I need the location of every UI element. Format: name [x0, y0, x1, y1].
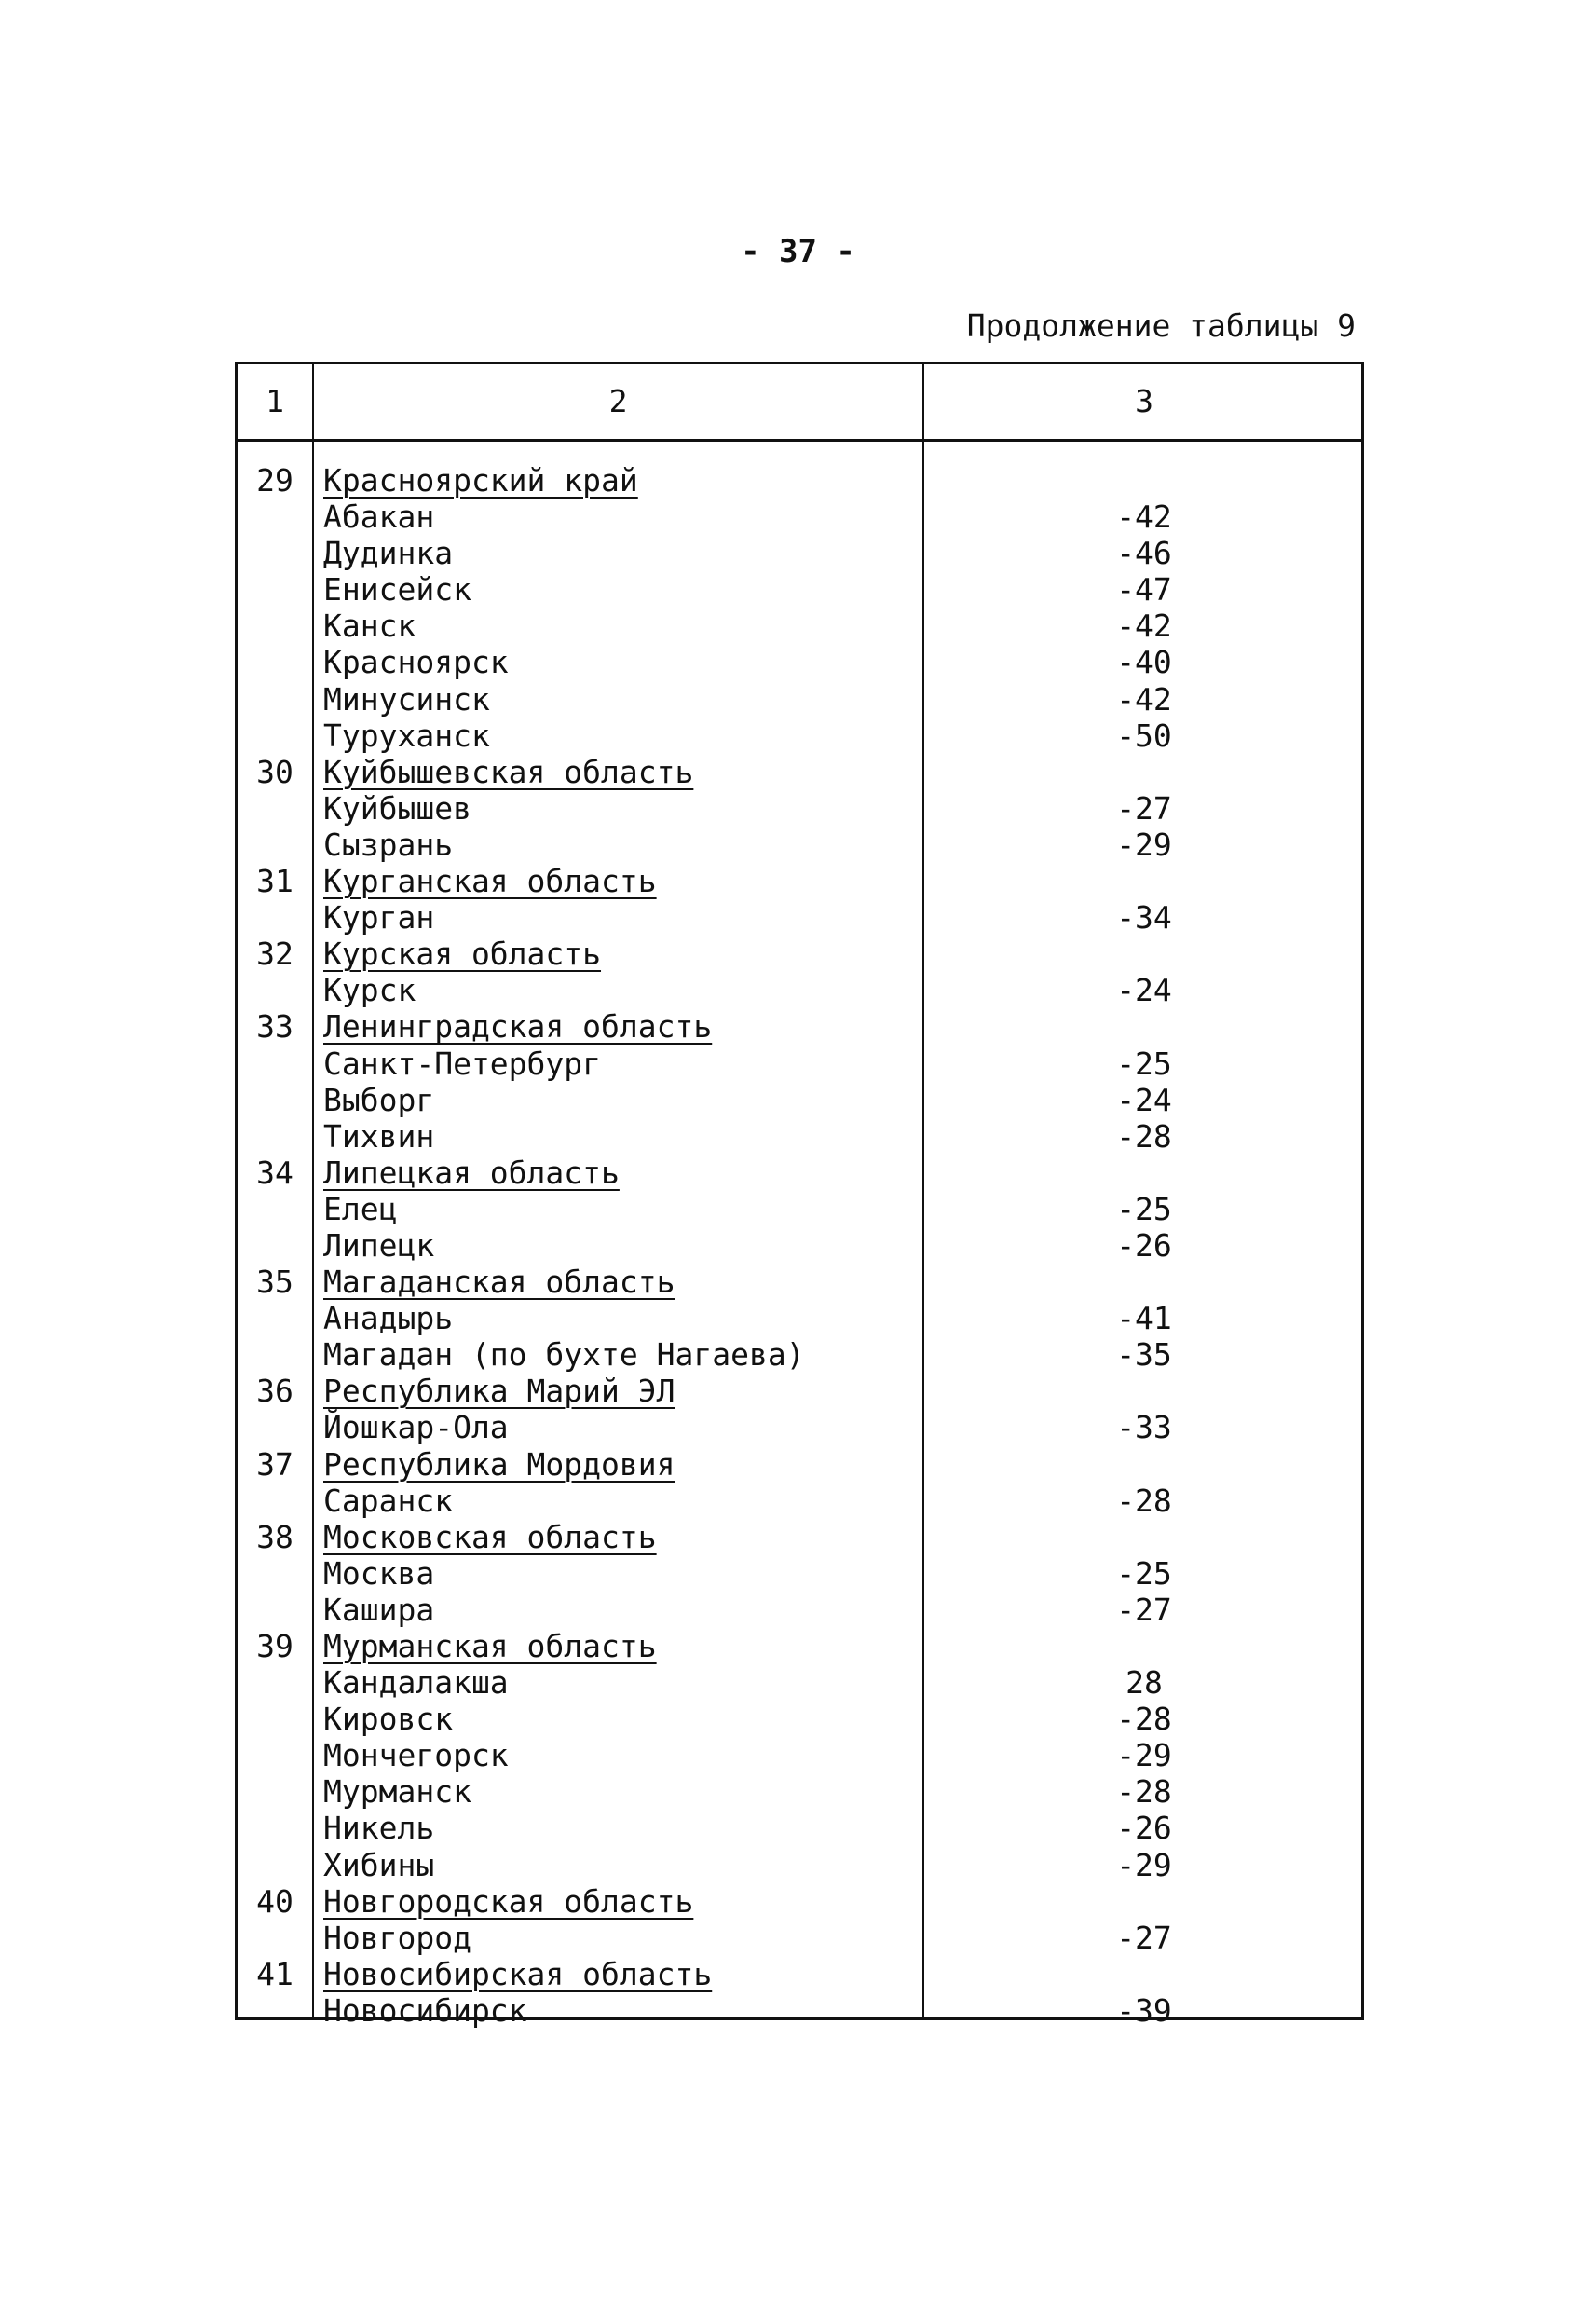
name-text: Куйбышевская область: [323, 753, 694, 790]
temperature-value: -24: [1116, 972, 1172, 1009]
temperature-value: -35: [1116, 1336, 1172, 1374]
city-name: [323, 899, 920, 936]
name-text: Липецк: [323, 1226, 435, 1264]
name-text: Куйбышев: [323, 789, 471, 827]
name-text: Курская область: [323, 936, 602, 973]
table-row: [238, 972, 1361, 1008]
temperature-value: -41: [1116, 1300, 1172, 1337]
table-row: [238, 1810, 1361, 1846]
temperature-value: -29: [1116, 1846, 1172, 1883]
temperature-value: -28: [1116, 1773, 1172, 1811]
name-text: Мурманск: [323, 1773, 471, 1811]
region-row: [238, 1008, 1361, 1045]
name-text: Сызрань: [323, 826, 454, 863]
table-row: [238, 1737, 1361, 1773]
table-row: [238, 644, 1361, 680]
city-name: [323, 1191, 920, 1227]
city-name: [323, 1810, 920, 1846]
city-name: [323, 1409, 920, 1445]
row-number: 33: [256, 1008, 293, 1046]
name-text: Санкт-Петербург: [323, 1045, 602, 1082]
temperature-value: -42: [1116, 680, 1172, 718]
table-row: [238, 1920, 1361, 1956]
name-text: Магадан (по бухте Нагаева): [323, 1336, 805, 1374]
temperature-table: [235, 362, 1364, 2029]
temperature-value: -29: [1116, 826, 1172, 863]
table-header: [238, 364, 1361, 442]
header-col-2: 2: [608, 383, 628, 419]
city-name: [323, 1664, 920, 1701]
table-row: [238, 1336, 1361, 1373]
temperature-value: -34: [1116, 899, 1172, 937]
name-text: Елец: [323, 1190, 398, 1227]
city-name: [323, 1336, 920, 1373]
region-name: [323, 936, 920, 972]
row-number: 37: [256, 1445, 293, 1483]
name-text: Кандалакша: [323, 1664, 509, 1702]
region-row: [238, 1883, 1361, 1920]
header-col-3: 3: [1135, 383, 1153, 419]
temperature-value: -27: [1116, 1919, 1172, 1956]
table-row: [238, 790, 1361, 827]
page-number: - 37 -: [741, 233, 855, 270]
table-row: [238, 681, 1361, 718]
city-name: [323, 1592, 920, 1628]
temperature-value: -27: [1116, 789, 1172, 827]
name-text: Магаданская область: [323, 1264, 675, 1301]
city-name: [323, 681, 920, 718]
region-name: [323, 1264, 920, 1300]
name-text: Туруханск: [323, 717, 490, 754]
table-row: [238, 1300, 1361, 1336]
city-name: [323, 1737, 920, 1773]
temperature-value: -42: [1116, 608, 1172, 645]
name-text: Канск: [323, 608, 416, 645]
row-number: 41: [256, 1955, 293, 1992]
temperature-value: -25: [1116, 1554, 1172, 1592]
row-number: 31: [256, 863, 293, 900]
row-number: 36: [256, 1373, 293, 1410]
name-text: Москва: [323, 1554, 435, 1592]
name-text: Саранск: [323, 1482, 454, 1519]
table-row: [238, 608, 1361, 644]
name-text: Новосибирск: [323, 1991, 527, 2029]
city-name: [323, 1118, 920, 1155]
region-name: [323, 1155, 920, 1191]
name-text: Абакан: [323, 499, 435, 536]
table-row: [238, 571, 1361, 608]
row-number: 34: [256, 1154, 293, 1191]
region-row: [238, 1264, 1361, 1300]
name-text: Мончегорск: [323, 1737, 509, 1774]
region-name: [323, 1373, 920, 1409]
region-name: [323, 754, 920, 790]
name-text: Московская область: [323, 1518, 657, 1555]
table-row: [238, 1664, 1361, 1701]
name-text: Кашира: [323, 1591, 435, 1628]
table-row: [238, 499, 1361, 535]
region-row: [238, 754, 1361, 790]
region-name: [323, 1519, 920, 1555]
region-row: [238, 1628, 1361, 1664]
region-row: [238, 1956, 1361, 1992]
name-text: Красноярский край: [323, 462, 638, 499]
table-row: [238, 1227, 1361, 1264]
region-row: [238, 462, 1361, 499]
city-name: [323, 790, 920, 827]
row-number: 32: [256, 936, 293, 973]
name-text: Минусинск: [323, 680, 490, 718]
table-body: [238, 462, 1361, 2029]
table-row: [238, 1773, 1361, 1810]
city-name: [323, 1555, 920, 1592]
name-text: Йошкар-Ола: [323, 1409, 509, 1446]
temperature-value: -26: [1116, 1226, 1172, 1264]
name-text: Новосибирская область: [323, 1955, 713, 1992]
table-caption: Продолжение таблицы 9: [966, 308, 1356, 344]
table-row: [238, 718, 1361, 754]
region-name: [323, 1008, 920, 1045]
temperature-value: -33: [1116, 1409, 1172, 1446]
city-name: [323, 1847, 920, 1883]
city-name: [323, 499, 920, 535]
table-row: [238, 1847, 1361, 1883]
city-name: [323, 972, 920, 1008]
name-text: Тихвин: [323, 1117, 435, 1155]
row-number: 30: [256, 753, 293, 790]
row-number: 39: [256, 1628, 293, 1664]
name-text: Республика Мордовия: [323, 1445, 675, 1483]
city-name: [323, 1992, 920, 2029]
row-number: 40: [256, 1882, 293, 1920]
row-number: 29: [256, 462, 293, 499]
city-name: [323, 1773, 920, 1810]
region-name: [323, 1883, 920, 1920]
name-text: Кировск: [323, 1701, 454, 1738]
name-text: Новгород: [323, 1919, 471, 1956]
name-text: Енисейск: [323, 571, 471, 609]
table-row: [238, 1191, 1361, 1227]
temperature-value: -25: [1116, 1190, 1172, 1227]
city-name: [323, 718, 920, 754]
name-text: Красноярск: [323, 644, 509, 681]
city-name: [323, 1227, 920, 1264]
city-name: [323, 1920, 920, 1956]
temperature-value: -28: [1116, 1482, 1172, 1519]
city-name: [323, 608, 920, 644]
city-name: [323, 535, 920, 571]
row-number: 35: [256, 1264, 293, 1301]
temperature-value: -27: [1116, 1591, 1172, 1628]
region-name: [323, 1446, 920, 1483]
table-row: [238, 1992, 1361, 2029]
city-name: [323, 1483, 920, 1519]
table-row: [238, 827, 1361, 863]
region-row: [238, 936, 1361, 972]
temperature-value: -26: [1116, 1810, 1172, 1847]
temperature-value: -29: [1116, 1737, 1172, 1774]
temperature-value: -50: [1116, 717, 1172, 754]
name-text: Курган: [323, 899, 435, 937]
table-row: [238, 1592, 1361, 1628]
temperature-value: -40: [1116, 644, 1172, 681]
temperature-value: -42: [1116, 499, 1172, 536]
table-row: [238, 1082, 1361, 1118]
name-text: Выборг: [323, 1081, 435, 1118]
row-number: 38: [256, 1518, 293, 1555]
region-name: [323, 863, 920, 899]
region-row: [238, 1446, 1361, 1483]
city-name: [323, 1046, 920, 1082]
name-text: Курск: [323, 972, 416, 1009]
region-row: [238, 1519, 1361, 1555]
city-name: [323, 644, 920, 680]
table-row: [238, 1701, 1361, 1737]
name-text: Дудинка: [323, 535, 454, 572]
temperature-value: 28: [1125, 1664, 1163, 1702]
region-name: [323, 462, 920, 499]
region-row: [238, 1155, 1361, 1191]
city-name: [323, 1082, 920, 1118]
temperature-value: -28: [1116, 1701, 1172, 1738]
region-row: [238, 1373, 1361, 1409]
name-text: Никель: [323, 1810, 435, 1847]
city-name: [323, 571, 920, 608]
table-row: [238, 1046, 1361, 1082]
name-text: Республика Марий ЭЛ: [323, 1373, 675, 1410]
region-row: [238, 863, 1361, 899]
table-row: [238, 1409, 1361, 1445]
region-name: [323, 1628, 920, 1664]
table-row: [238, 535, 1361, 571]
name-text: Новгородская область: [323, 1882, 694, 1920]
name-text: Анадырь: [323, 1300, 454, 1337]
temperature-value: -47: [1116, 571, 1172, 609]
table-row: [238, 899, 1361, 936]
table-row: [238, 1483, 1361, 1519]
name-text: Липецкая область: [323, 1154, 620, 1191]
name-text: Хибины: [323, 1846, 435, 1883]
name-text: Курганская область: [323, 863, 657, 900]
table-row: [238, 1555, 1361, 1592]
city-name: [323, 827, 920, 863]
table-row: [238, 1118, 1361, 1155]
name-text: Мурманская область: [323, 1628, 657, 1664]
city-name: [323, 1701, 920, 1737]
temperature-value: -25: [1116, 1045, 1172, 1082]
temperature-value: -24: [1116, 1081, 1172, 1118]
temperature-value: -46: [1116, 535, 1172, 572]
region-name: [323, 1956, 920, 1992]
temperature-value: -39: [1116, 1991, 1172, 2029]
city-name: [323, 1300, 920, 1336]
name-text: Ленинградская область: [323, 1008, 713, 1046]
temperature-value: -28: [1116, 1117, 1172, 1155]
header-col-1: 1: [266, 383, 284, 419]
